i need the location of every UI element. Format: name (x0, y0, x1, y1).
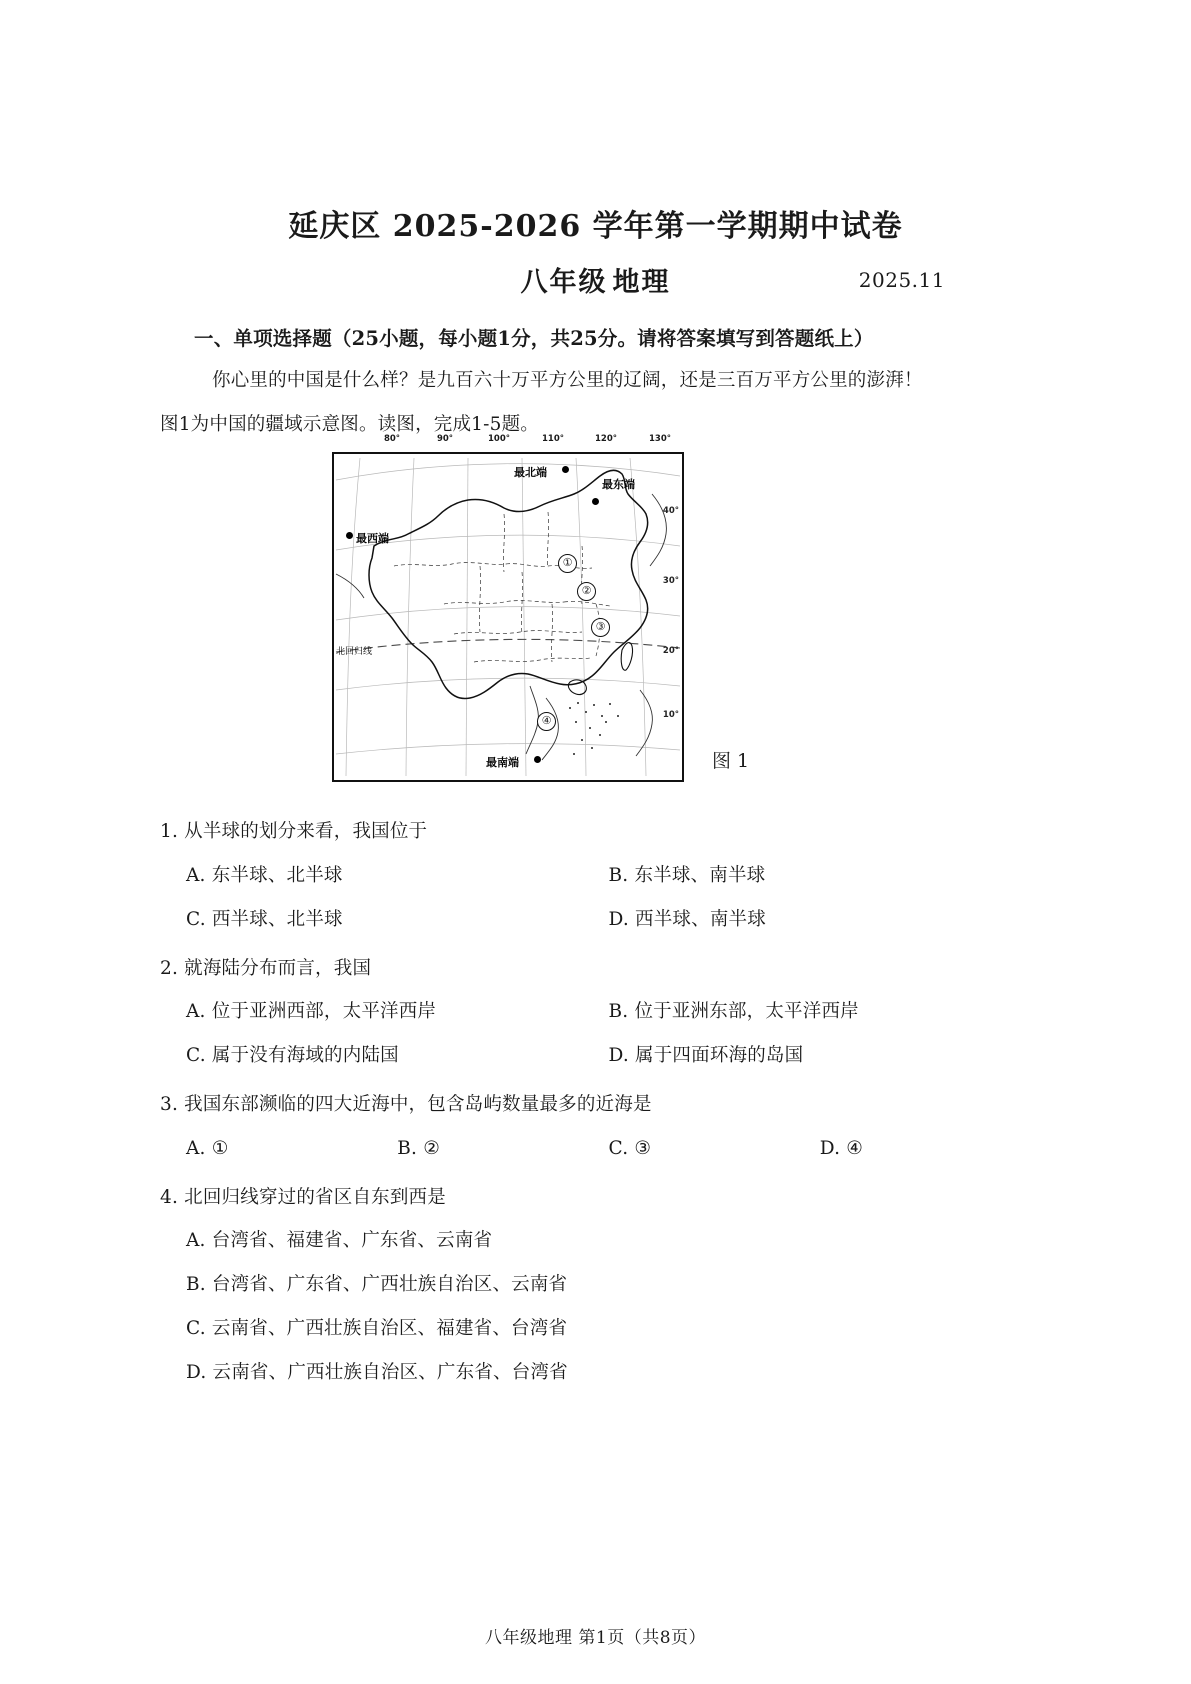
figure-block (160, 434, 1031, 797)
westernmost-label: 最西端 (356, 532, 389, 546)
figure-lead-text: 图1为中国的疆域示意图。读图，完成1-5题。 (160, 413, 539, 435)
lon-tick-100: 100° (488, 434, 510, 445)
question-1-stem (160, 818, 1031, 846)
question-3-option-b[interactable]: B. ② (397, 1137, 440, 1159)
lat-tick-10: 10° (662, 710, 679, 721)
southernmost-label: 最南端 (486, 756, 519, 770)
page-title: 延庆区 2025-2026 学年第一学期期中试卷 (288, 209, 903, 244)
section-intro-text: 你心里的中国是什么样？是九百六十万平方公里的辽阔，还是三百万平方公里的澎湃！ (212, 369, 923, 391)
lon-tick-130: 130° (649, 434, 671, 445)
question-3-stem (160, 1091, 1031, 1119)
questions-list (160, 818, 1031, 1386)
tropic-of-cancer-line (336, 640, 680, 653)
question-4 (160, 1184, 1031, 1387)
question-1-options-row-2 (160, 907, 1031, 934)
question-3-option-d[interactable]: D. ④ (819, 1137, 864, 1159)
question-2 (160, 955, 1031, 1070)
south-china-sea-islands (569, 702, 619, 755)
china-territory-map (332, 452, 684, 782)
question-3-option-a[interactable]: A. ① (186, 1137, 229, 1159)
question-2-option-b[interactable]: B. 位于亚洲东部，太平洋西岸 (608, 1001, 859, 1023)
sea-marker-3: ③ (591, 618, 610, 637)
question-2-options-row-2 (160, 1043, 1031, 1070)
question-2-option-a[interactable]: A. 位于亚洲西部，太平洋西岸 (186, 1001, 437, 1023)
hainan-island (568, 680, 586, 695)
question-4-option-a[interactable]: A. 台湾省、福建省、广东省、云南省 (186, 1230, 493, 1252)
lat-tick-30: 30° (662, 576, 679, 587)
question-2-option-c[interactable]: C. 属于没有海域的内陆国 (186, 1045, 399, 1067)
question-4-option-c[interactable]: C. 云南省、广西壮族自治区、福建省、台湾省 (186, 1317, 568, 1339)
question-3-number: 3. (160, 1094, 179, 1115)
question-2-options-row-1 (160, 999, 1031, 1026)
question-4-stem (160, 1184, 1031, 1212)
grade-label: 八年级 (520, 266, 608, 298)
section-heading: 一、单项选择题（25小题，每小题1分，共25分。请将答案填写到答题纸上） (194, 326, 874, 350)
lon-tick-110: 110° (542, 434, 564, 445)
exam-date: 2025.11 (858, 267, 945, 292)
sea-marker-2: ② (577, 582, 596, 601)
question-1-option-d[interactable]: D. 西半球、南半球 (608, 908, 766, 930)
sea-marker-4: ④ (537, 712, 556, 731)
lat-tick-20: 20° (662, 646, 679, 657)
sea-marker-1: ① (558, 554, 577, 573)
figure-caption: 图 1 (712, 750, 750, 773)
taiwan-island (621, 643, 632, 671)
question-3-text: 我国东部濒临的四大近海中，包含岛屿数量最多的近海是 (184, 1094, 652, 1115)
longitude-axis (332, 434, 684, 450)
question-1-text: 从半球的划分来看，我国位于 (184, 821, 428, 843)
question-1-options-row-1 (160, 863, 1031, 890)
question-1-option-b[interactable]: B. 东半球、南半球 (608, 865, 766, 886)
question-4-text: 北回归线穿过的省区自东到西是 (184, 1186, 446, 1208)
map-graphic (334, 454, 682, 780)
lon-tick-90: 90° (436, 434, 454, 445)
lon-tick-120: 120° (595, 434, 617, 445)
china-national-border (369, 471, 648, 699)
subject-label: 地理 (612, 266, 671, 298)
easternmost-label: 最东端 (602, 478, 635, 492)
question-4-option-b[interactable]: B. 台湾省、广东省、广西壮族自治区、云南省 (186, 1274, 568, 1296)
lon-tick-80: 80° (383, 434, 401, 445)
question-2-option-d[interactable]: D. 属于四面环海的岛国 (608, 1045, 804, 1067)
question-3 (160, 1091, 1031, 1163)
tropic-of-cancer-label: 北回归线 (336, 647, 373, 658)
question-1-number: 1. (160, 821, 179, 843)
northernmost-label: 最北端 (514, 466, 547, 480)
question-4-number: 4. (160, 1186, 179, 1208)
question-2-text: 就海陆分布而言，我国 (184, 957, 372, 979)
question-3-option-c[interactable]: C. ③ (608, 1137, 652, 1159)
question-3-options-row (160, 1136, 1031, 1163)
subtitle-row (160, 260, 1031, 300)
question-1 (160, 818, 1031, 933)
question-4-option-d[interactable]: D. 云南省、广西壮族自治区、广东省、台湾省 (186, 1361, 568, 1383)
lat-tick-40: 40° (662, 506, 679, 517)
question-1-option-a[interactable]: A. 东半球、北半球 (186, 865, 343, 886)
question-1-option-c[interactable]: C. 西半球、北半球 (186, 908, 343, 930)
question-2-stem (160, 955, 1031, 983)
question-2-number: 2. (160, 957, 179, 979)
page-footer: 八年级地理 第1页（共8页） (484, 1628, 707, 1648)
